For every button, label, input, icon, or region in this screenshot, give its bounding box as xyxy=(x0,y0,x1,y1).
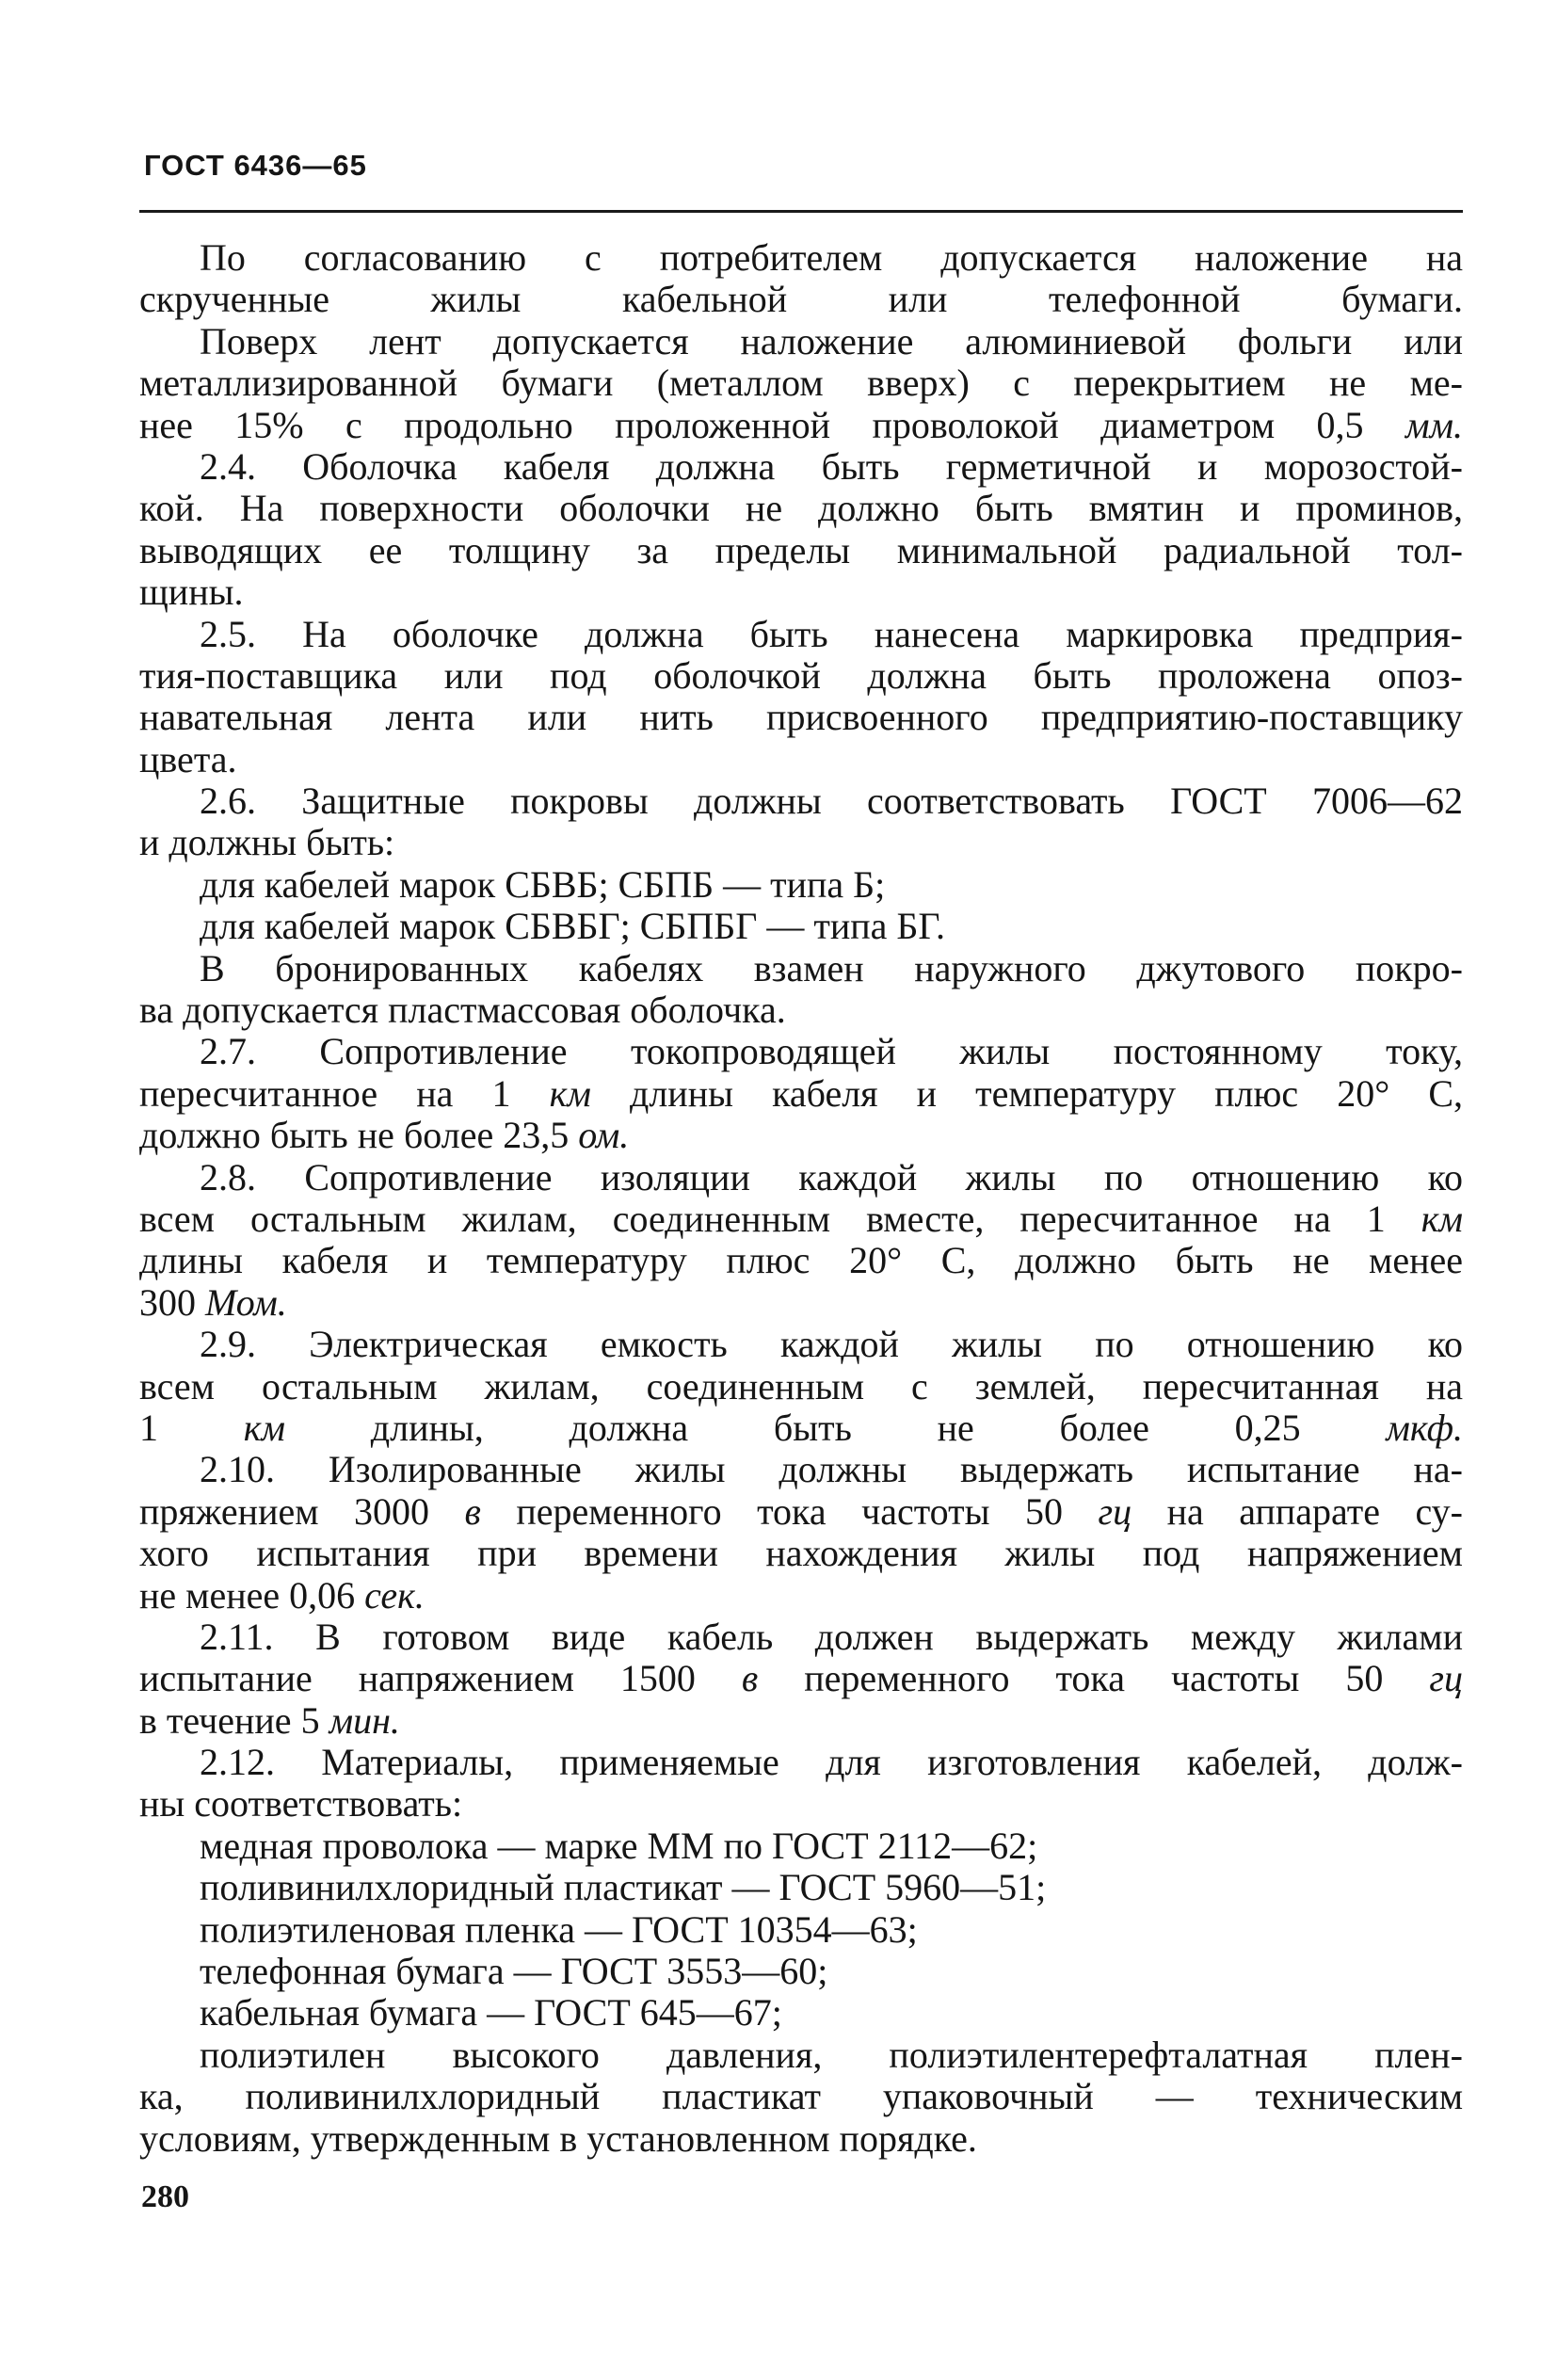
text-line xyxy=(139,1909,1463,1951)
text-segment: 2.7. Сопротивление токопроводящей жилы постоянному току, xyxy=(200,1030,1463,1073)
text-segment: металлизированной бумаги (металлом вверх) с перекрытием не ме- xyxy=(139,362,1463,405)
unit-text: в xyxy=(464,1489,481,1533)
text-line xyxy=(139,614,1463,655)
text-segment: 2.9. Электрическая емкость каждой жилы по отношению ко xyxy=(200,1323,1463,1366)
text-segment: переменного тока частоты 50 xyxy=(480,1489,1099,1533)
text-line xyxy=(139,488,1463,529)
unit-text: гц xyxy=(1098,1489,1132,1533)
unit-text: мин. xyxy=(329,1698,400,1742)
text-segment: ны соответствовать: xyxy=(139,1782,463,1825)
unit-text: Мом. xyxy=(205,1280,287,1324)
text-line xyxy=(139,1700,1463,1742)
text-line xyxy=(139,571,1463,613)
text-segment: 2.6. Защитные покровы должны соответствовать ГОСТ 7006—62 xyxy=(200,780,1463,823)
text-line xyxy=(139,780,1463,822)
text-segment: хого испытания при времени нахождения жилы под напряжением xyxy=(139,1532,1463,1575)
unit-text: гц xyxy=(1429,1657,1463,1700)
text-segment: испытание напряжением 1500 xyxy=(139,1657,742,1700)
text-line xyxy=(139,1491,1463,1533)
page-number: 280 xyxy=(141,2179,189,2214)
text-line xyxy=(139,530,1463,571)
text-segment: ка, поливинилхлоридный пластикат упаковочный — техническим xyxy=(139,2075,1463,2118)
text-segment: для кабелей марок СБВБ; СБПБ — типа Б; xyxy=(200,862,886,906)
unit-text: мм. xyxy=(1405,403,1463,446)
text-line xyxy=(139,1449,1463,1490)
text-segment: 2.11. В готовом виде кабель должен выдержать между жилами xyxy=(200,1615,1463,1658)
text-segment: и должны быть: xyxy=(139,821,395,864)
text-line xyxy=(139,1951,1463,1992)
unit-text: км xyxy=(243,1406,286,1449)
text-line xyxy=(139,2118,1463,2160)
text-line xyxy=(139,906,1463,947)
text-line xyxy=(139,1324,1463,1365)
text-segment: всем остальным жилам, соединенным с землей, пересчитанная на xyxy=(139,1364,1463,1407)
text-segment: 2.12. Материалы, применяемые для изготовления кабелей, долж- xyxy=(200,1741,1463,1784)
unit-text: км xyxy=(1421,1197,1463,1240)
unit-text: мкф. xyxy=(1386,1406,1463,1449)
text-segment: кабельная бумага — ГОСТ 645—67; xyxy=(200,1991,782,2034)
text-segment: пряжением 3000 xyxy=(139,1489,465,1533)
text-segment: на аппарате су- xyxy=(1132,1489,1464,1533)
text-segment: телефонная бумага — ГОСТ 3553—60; xyxy=(200,1950,828,1993)
text-line xyxy=(139,1867,1463,1908)
text-line xyxy=(139,989,1463,1031)
text-segment: переменного тока частоты 50 xyxy=(758,1657,1430,1700)
text-segment: полиэтиленовая пленка — ГОСТ 10354—63; xyxy=(200,1907,918,1951)
text-segment: 2.10. Изолированные жилы должны выдержать испытание на- xyxy=(200,1448,1463,1491)
text-segment: должно быть не более 23,5 xyxy=(139,1114,579,1157)
text-segment: в течение 5 xyxy=(139,1698,329,1742)
text-segment: 1 xyxy=(139,1406,244,1449)
text-segment: В бронированных кабелях взамен наружного джутового покро- xyxy=(200,946,1463,989)
text-line xyxy=(139,697,1463,738)
text-line xyxy=(139,2076,1463,2117)
text-line xyxy=(139,1157,1463,1198)
text-segment: для кабелей марок СБВБГ; СБПБГ — типа БГ. xyxy=(200,905,946,948)
document-body xyxy=(139,237,1463,2160)
text-line xyxy=(139,2034,1463,2076)
text-line xyxy=(139,655,1463,697)
text-line xyxy=(139,237,1463,279)
text-line xyxy=(139,739,1463,780)
text-segment: цвета. xyxy=(139,737,237,780)
text-line xyxy=(139,1366,1463,1407)
text-segment: 2.8. Сопротивление изоляции каждой жилы по отношению ко xyxy=(200,1155,1463,1198)
text-segment: Поверх лент допускается наложение алюминиевой фольги или xyxy=(200,319,1463,362)
text-segment: ва допускается пластмассовая оболочка. xyxy=(139,989,786,1032)
unit-text: ом. xyxy=(578,1114,630,1157)
text-line xyxy=(139,1073,1463,1115)
text-segment: По согласованию с потребителем допускается наложение на xyxy=(200,236,1463,279)
text-line xyxy=(139,279,1463,320)
text-segment: кой. На поверхности оболочки не должно быть вмятин и проминов, xyxy=(139,487,1463,530)
text-segment: длины кабеля и температуру плюс 20° С, xyxy=(590,1071,1463,1115)
text-segment: щины. xyxy=(139,571,244,614)
text-line xyxy=(139,1742,1463,1783)
text-line xyxy=(139,321,1463,362)
text-line xyxy=(139,1658,1463,1699)
text-segment: выводящих ее толщину за пределы минимальной радиальной тол- xyxy=(139,528,1463,571)
text-segment: 2.4. Оболочка кабеля должна быть герметичной и морозостой- xyxy=(200,444,1463,488)
text-segment: нее 15% с продольно проложенной проволокой диаметром 0,5 xyxy=(139,403,1405,446)
text-segment: медная проволока — марке ММ по ГОСТ 2112—62; xyxy=(200,1824,1038,1867)
header-rule xyxy=(139,210,1463,213)
text-segment: 2.5. На оболочке должна быть нанесена маркировка предприя- xyxy=(200,612,1463,655)
text-line xyxy=(139,1992,1463,2034)
text-line xyxy=(139,822,1463,863)
text-line xyxy=(139,1407,1463,1449)
text-line xyxy=(139,1825,1463,1867)
text-segment: полиэтилен высокого давления, полиэтилентерефталатная плен- xyxy=(200,2033,1463,2076)
text-segment: скрученные жилы кабельной или телефонной бумаги. xyxy=(139,278,1463,321)
text-segment: 300 xyxy=(139,1280,205,1324)
text-segment: условиям, утвержденным в установленном порядке. xyxy=(139,2116,977,2160)
text-segment: длины кабеля и температуру плюс 20° С, должно быть не менее xyxy=(139,1239,1463,1282)
text-line xyxy=(139,948,1463,989)
text-segment: тия-поставщика или под оболочкой должна быть проложена опоз- xyxy=(139,653,1463,697)
text-segment: пересчитанное на 1 xyxy=(139,1071,550,1115)
unit-text: сек. xyxy=(364,1573,425,1616)
unit-text: км xyxy=(549,1071,591,1115)
text-line xyxy=(139,1198,1463,1240)
text-segment: поливинилхлоридный пластикат — ГОСТ 5960—51; xyxy=(200,1866,1047,1909)
text-line xyxy=(139,1115,1463,1156)
text-line xyxy=(139,864,1463,906)
text-segment: навательная лента или нить присвоенного предприятию-поставщику xyxy=(139,696,1463,739)
text-line xyxy=(139,1616,1463,1658)
text-line xyxy=(139,1575,1463,1616)
text-line xyxy=(139,1533,1463,1574)
text-line xyxy=(139,1282,1463,1324)
page-header: ГОСТ 6436—65 xyxy=(144,149,367,182)
text-line xyxy=(139,405,1463,446)
text-segment: длины, должна быть не более 0,25 xyxy=(285,1406,1387,1449)
unit-text: в xyxy=(741,1657,759,1700)
text-line xyxy=(139,446,1463,488)
text-segment: не менее 0,06 xyxy=(139,1573,365,1616)
text-line xyxy=(139,1783,1463,1825)
text-line xyxy=(139,1031,1463,1072)
text-segment: всем остальным жилам, соединенным вместе, пересчитанное на 1 xyxy=(139,1197,1421,1240)
text-line xyxy=(139,1240,1463,1281)
text-line xyxy=(139,362,1463,404)
